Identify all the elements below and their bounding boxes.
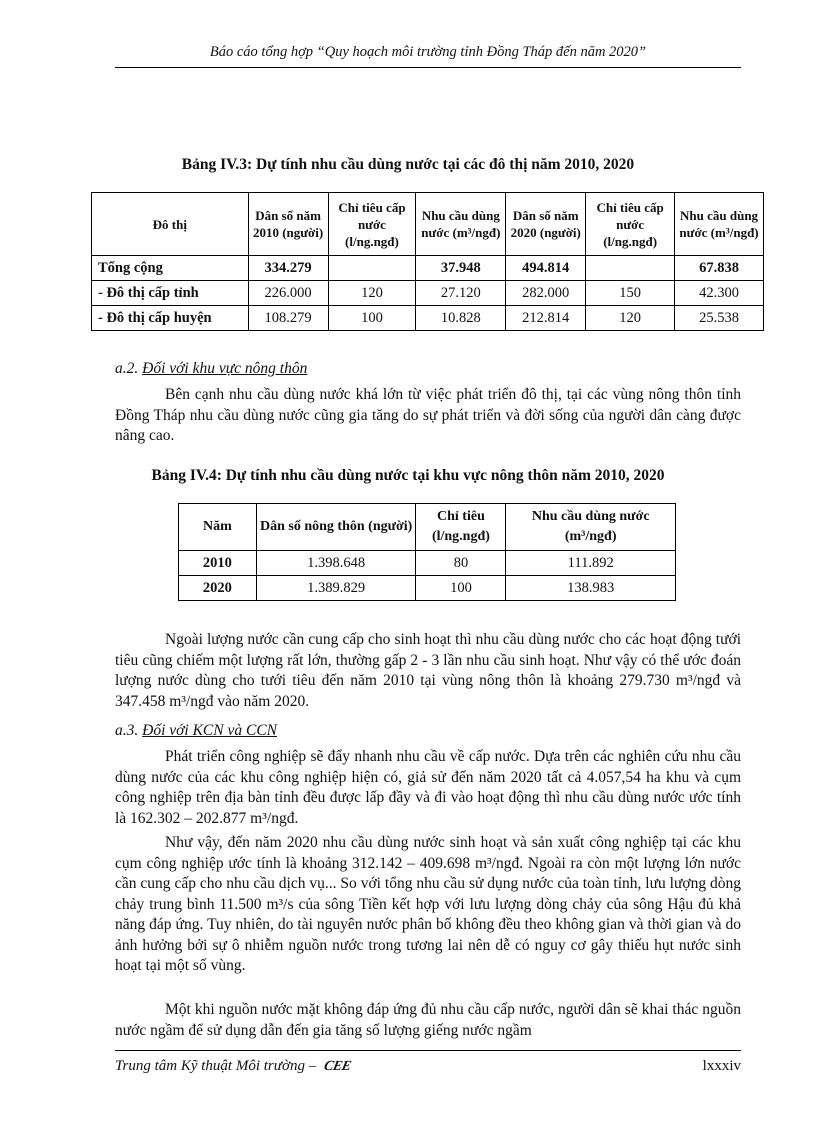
section-heading-a3 — [115, 722, 277, 740]
cell: 10.828 — [416, 306, 506, 331]
table1-caption: Bảng IV.3: Dự tính nhu cầu dùng nước tại các đô thị năm 2010, 2020 — [181, 156, 635, 173]
section-heading-a2 — [115, 360, 307, 378]
cell: - Đô thị cấp tỉnh — [92, 281, 249, 306]
cell: 67.838 — [675, 256, 764, 281]
table-header-row — [92, 193, 764, 256]
table-row — [92, 306, 764, 331]
cell: 25.538 — [675, 306, 764, 331]
cell: 1.389.829 — [256, 576, 416, 601]
col-header-norm-2020: Chỉ tiêu cấp nước (l/ng.ngđ) — [586, 193, 675, 256]
col-header-demand-2020: Nhu cầu dùng nước (m³/ngđ) — [675, 193, 764, 256]
cell: 1.398.648 — [256, 551, 416, 576]
cell: - Đô thị cấp huyện — [92, 306, 249, 331]
cell: Tổng cộng — [92, 256, 249, 281]
footer-org — [115, 1058, 353, 1075]
cell — [328, 256, 416, 281]
cell: 80 — [416, 551, 506, 576]
col-header-urban: Đô thị — [92, 193, 249, 256]
footer-org-name: Trung tâm Kỹ thuật Môi trường – — [115, 1058, 317, 1074]
page-number: lxxxiv — [702, 1058, 741, 1074]
urban-water-demand-table — [91, 192, 764, 331]
section-title: Đối với khu vực nông thôn — [142, 360, 308, 377]
cell: 120 — [328, 281, 416, 306]
cell: 494.814 — [506, 256, 586, 281]
cell: 212.814 — [506, 306, 586, 331]
cell: 37.948 — [416, 256, 506, 281]
cell: 282.000 — [506, 281, 586, 306]
col-header-pop-2020: Dân số năm 2020 (người) — [506, 193, 586, 256]
col-header-pop-2010: Dân số năm 2010 (người) — [248, 193, 328, 256]
paragraph: Phát triển công nghiệp sẽ đẩy nhanh nhu cầu về cấp nước. Dựa trên các nghiên cứu nhu cầu dùng nước của các khu công nghiệp hiện có, giả sử đến năm 2020 tất cả 4.057,54 ha khu và cụm công nghiệp trên địa bàn tỉnh đều được lấp đầy và đi vào hoạt động thì nhu cầu dùng nước ước tính là 162.302 – 202.877 m³/ngđ. — [115, 748, 741, 827]
section-number: a.2. — [115, 360, 139, 377]
cell: 334.279 — [248, 256, 328, 281]
cell: 150 — [586, 281, 675, 306]
col-header-norm: Chỉ tiêu (l/ng.ngđ) — [416, 504, 506, 551]
cell: 100 — [416, 576, 506, 601]
cell: 2020 — [179, 576, 257, 601]
cell: 42.300 — [675, 281, 764, 306]
table-row — [92, 256, 764, 281]
cell: 120 — [586, 306, 675, 331]
section-number: a.3. — [115, 722, 139, 739]
cell — [586, 256, 675, 281]
cell: 27.120 — [416, 281, 506, 306]
cell: 111.892 — [506, 551, 676, 576]
cell: 138.983 — [506, 576, 676, 601]
cee-logo: CEE — [322, 1059, 353, 1074]
col-header-rural-pop: Dân số nông thôn (người) — [256, 504, 416, 551]
table-row — [179, 551, 676, 576]
rural-water-demand-table — [178, 503, 676, 601]
footer-divider — [115, 1050, 741, 1051]
running-header: Báo cáo tổng hợp “Quy hoạch môi trường tỉnh Đồng Tháp đến năm 2020” — [209, 44, 647, 60]
cell: 108.279 — [248, 306, 328, 331]
col-header-year: Năm — [179, 504, 257, 551]
paragraph: Ngoài lượng nước cần cung cấp cho sinh hoạt thì nhu cầu dùng nước cho các hoạt động tưới tiêu cũng chiếm một lượng rất lớn, thường gấp 2 - 3 lần nhu cầu sinh hoạt. Như vậy có thể ước đoán lượng nước dùng cho tưới tiêu đến năm 2010 tại vùng nông thôn là khoảng 279.730 m³/ngđ và 347.458 m³/ngđ vào năm 2020. — [115, 631, 741, 710]
paragraph: Như vậy, đến năm 2020 nhu cầu dùng nước sinh hoạt và sản xuất công nghiệp tại các khu cụm công nghiệp ước tính là khoảng 312.142 – 409.698 m³/ngđ. Ngoài ra còn một lượng lớn nước cần cung cấp cho nhu cầu dịch vụ... So với tổng nhu cầu sử dụng nước của toàn tỉnh, lưu lượng dòng chảy trung bình 11.500 m³/s của sông Tiền kết hợp với lưu lượng dòng chảy của sông Hậu đủ khả năng đáp ứng. Tuy nhiên, do tài nguyên nước phân bố không đều theo không gian và thời gian và do ảnh hưởng bởi sự ô nhiễm nguồn nước trong tương lai nên dễ có nguy cơ gây thiếu hụt nước sinh hoạt tại một số vùng. — [115, 834, 741, 974]
cell: 2010 — [179, 551, 257, 576]
paragraph: Bên cạnh nhu cầu dùng nước khá lớn từ việc phát triển đô thị, tại các vùng nông thôn tỉnh Đồng Tháp nhu cầu dùng nước cũng gia tăng do sự phát triển và đời sống của người dân càng được nâng cao. — [115, 386, 741, 444]
col-header-norm-2010: Chỉ tiêu cấp nước (l/ng.ngđ) — [328, 193, 416, 256]
table2-caption: Bảng IV.4: Dự tính nhu cầu dùng nước tại khu vực nông thôn năm 2010, 2020 — [151, 467, 665, 484]
header-divider — [115, 67, 741, 68]
table-header-row — [179, 504, 676, 551]
cell: 226.000 — [248, 281, 328, 306]
col-header-demand-2010: Nhu cầu dùng nước (m³/ngđ) — [416, 193, 506, 256]
table-row — [179, 576, 676, 601]
col-header-demand: Nhu cầu dùng nước (m³/ngđ) — [506, 504, 676, 551]
paragraph: Một khi nguồn nước mặt không đáp ứng đủ nhu cầu cấp nước, người dân sẽ khai thác nguồn nước ngầm để sử dụng dẫn đến gia tăng số lượng giếng nước ngầm — [115, 1001, 741, 1039]
section-title: Đối với KCN và CCN — [142, 722, 277, 739]
table-row — [92, 281, 764, 306]
cell: 100 — [328, 306, 416, 331]
